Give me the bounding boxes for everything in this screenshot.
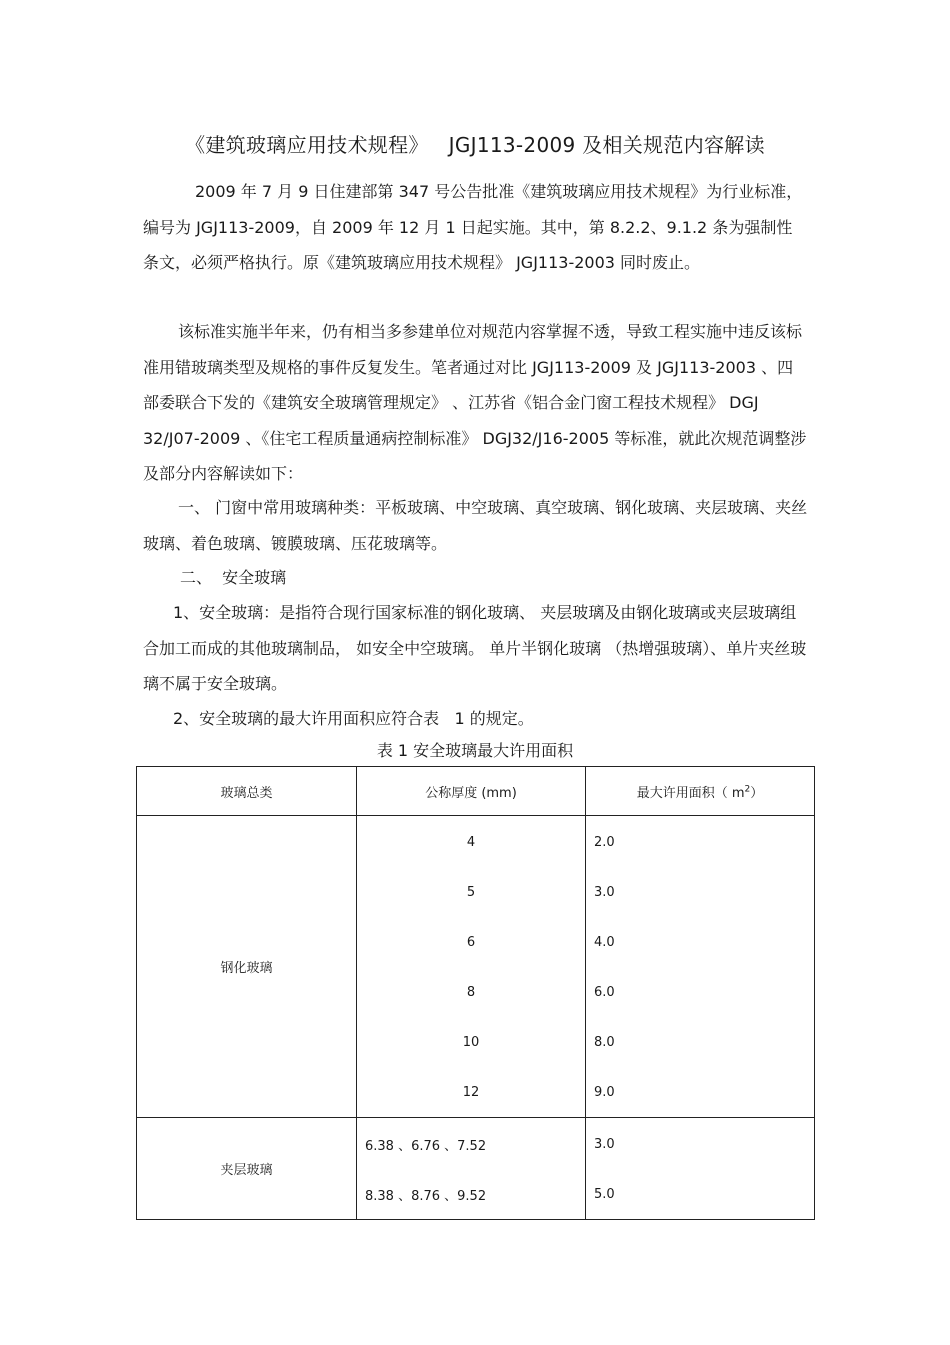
- max-area-value: 9.0: [594, 1084, 615, 1100]
- max-area-value: 6.0: [594, 984, 615, 1000]
- document-title: 《建筑玻璃应用技术规程》 JGJ113-2009 及相关规范内容解读: [185, 133, 765, 157]
- max-area-value: 3.0: [594, 1136, 615, 1152]
- header-thickness: 公称厚度 (mm): [357, 767, 586, 816]
- paragraph-max-area-rule: 2、安全玻璃的最大许用面积应符合表 1 的规定。: [173, 709, 534, 728]
- header-max-area: [586, 767, 815, 816]
- header-glass-type: 玻璃总类: [137, 767, 357, 816]
- table-caption: 表 1 安全玻璃最大许用面积: [376, 741, 574, 760]
- thickness-value: 8: [466, 984, 476, 1000]
- glass-type-cell: 夹层玻璃: [137, 1118, 357, 1220]
- max-area-value: 8.0: [594, 1034, 615, 1050]
- thickness-value: 10: [462, 1034, 480, 1050]
- thickness-cell: [357, 816, 586, 1118]
- paragraph-background: 该标准实施半年来，仍有相当多参建单位对规范内容掌握不透，导致工程实施中违反该标准用错玻璃类型及规格的事件反复发生。笔者通过对比 JGJ113-2009 及 JGJ113-2003 、四部委联合下发的《建筑安全玻璃管理规定》 、江苏省《铝合金门窗工程技术规程》 DGJ 32/J07-2009 、《住宅工程质量通病控制标准》 DGJ32/J16-2005 等标准，就此次规范调整涉及部分内容解读如下：: [143, 322, 807, 483]
- thickness-value: 6.38 、6.76 、7.52: [365, 1138, 487, 1154]
- max-area-value: 5.0: [594, 1186, 615, 1202]
- safety-glass-area-table: [136, 766, 815, 1220]
- max-area-value: 4.0: [594, 934, 615, 950]
- glass-type-cell: 钢化玻璃: [137, 816, 357, 1118]
- max-area-value: 3.0: [594, 884, 615, 900]
- max-area-value: 2.0: [594, 834, 615, 850]
- header-max-area-close: ）: [750, 785, 764, 801]
- paragraph-safety-glass-definition: 1、安全玻璃：是指符合现行国家标准的钢化玻璃、 夹层玻璃及由钢化玻璃或夹层玻璃组合加工而成的其他玻璃制品， 如安全中空玻璃。 单片半钢化玻璃 （热增强玻璃）、单片夹丝玻璃不属于安全玻璃。: [143, 603, 807, 693]
- thickness-value: 4: [466, 834, 476, 850]
- thickness-value: 12: [462, 1084, 480, 1100]
- thickness-cell: [357, 1118, 586, 1220]
- paragraph-announcement: 2009 年 7 月 9 日住建部第 347 号公告批准《建筑玻璃应用技术规程》为行业标准，编号为 JGJ113-2009，自 2009 年 12 月 1 日起实施。其中，第 8.2.2、9.1.2 条为强制性条文，必须严格执行。原《建筑玻璃应用技术规程》 JGJ113-2003 同时废止。: [143, 182, 803, 272]
- table-row: [137, 816, 815, 1118]
- thickness-value: 8.38 、8.76 、9.52: [365, 1188, 487, 1204]
- table-header-row: [137, 767, 815, 816]
- section-heading-safety-glass: 二、 安全玻璃: [180, 568, 287, 587]
- paragraph-glass-types: 一、 门窗中常用玻璃种类：平板玻璃、中空玻璃、真空玻璃、钢化玻璃、夹层玻璃、夹丝玻璃、着色玻璃、镀膜玻璃、压花玻璃等。: [143, 498, 808, 553]
- header-max-area-label: 最大许用面积（ m: [636, 785, 745, 801]
- thickness-value: 5: [466, 884, 476, 900]
- header-max-area-superscript: 2: [744, 784, 751, 795]
- table-row: [137, 1118, 815, 1220]
- max-area-cell: [586, 1118, 815, 1220]
- thickness-value: 6: [466, 934, 476, 950]
- max-area-cell: [586, 816, 815, 1118]
